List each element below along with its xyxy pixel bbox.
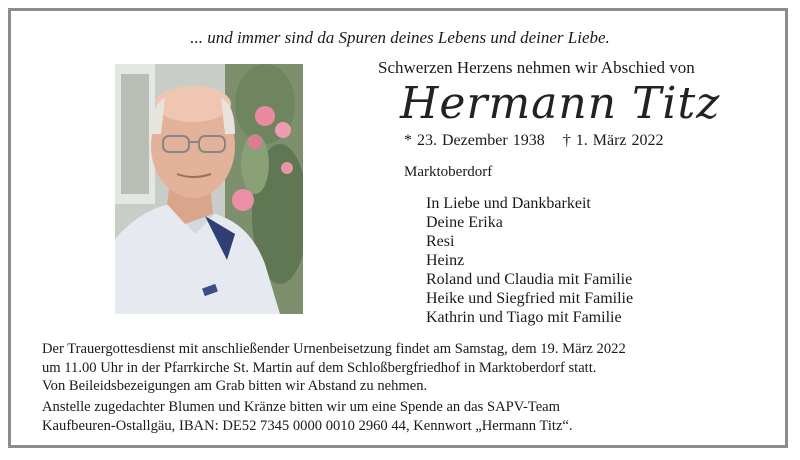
mourner-line: Heinz xyxy=(426,252,465,269)
motto-line: ... und immer sind da Spuren deines Lebens und deiner Liebe. xyxy=(190,28,610,47)
mourner-line: Roland und Claudia mit Familie xyxy=(426,271,633,288)
deceased-name: Hermann Titz xyxy=(400,78,721,129)
hometown: Marktoberdorf xyxy=(404,164,493,180)
portrait-photo xyxy=(115,64,303,314)
death-date: † 1. März 2022 xyxy=(562,132,664,149)
farewell-intro: Schwerzen Herzens nehmen wir Abschied von xyxy=(378,58,695,77)
donation-line: Anstelle zugedachter Blumen und Kränze bitten wir um eine Spende an das SAPV-Team xyxy=(42,399,560,415)
life-dates xyxy=(404,132,664,150)
service-line: Der Trauergottesdienst mit anschließender Urnenbeisetzung findet am Samstag, dem 19. März 2022 xyxy=(42,341,626,357)
portrait-illustration xyxy=(115,64,303,314)
service-line: Von Beileidsbezeigungen am Grab bitten wir Abstand zu nehmen. xyxy=(42,378,428,394)
donation-line: Kaufbeuren-Ostallgäu, IBAN: DE52 7345 0000 0010 2960 44, Kennwort „Hermann Titz“. xyxy=(42,417,573,434)
mourner-line: Kathrin und Tiago mit Familie xyxy=(426,309,622,326)
service-info xyxy=(42,340,626,396)
mourners-list xyxy=(426,194,633,327)
donation-info xyxy=(42,398,573,435)
service-line: um 11.00 Uhr in der Pfarrkirche St. Martin auf dem Schloßbergfriedhof in Marktoberdorf statt. xyxy=(42,359,597,376)
mourner-line: Resi xyxy=(426,233,455,250)
mourner-line: In Liebe und Dankbarkeit xyxy=(426,195,591,212)
mourner-line: Heike und Siegfried mit Familie xyxy=(426,290,634,307)
mourner-line: Deine Erika xyxy=(426,214,503,231)
birth-date: * 23. Dezember 1938 xyxy=(404,132,545,149)
